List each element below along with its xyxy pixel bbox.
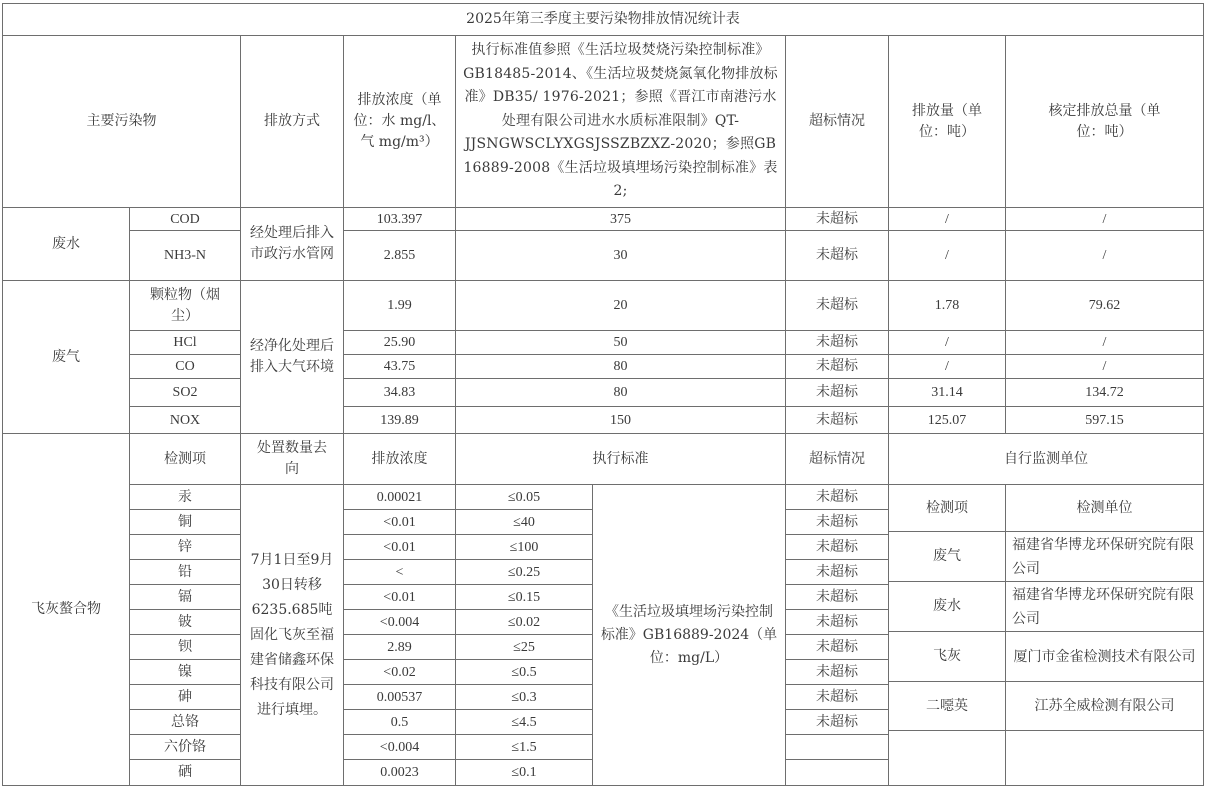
header-standard: 执行标准值参照《生活垃圾焚烧污染控制标准》GB18485-2014、《生活垃圾焚烧氮氧化物排放标准》DB35/ 1976-2021；参照《晋江市南港污水处理有限公司进水水质标准限制》QT-JJSNGWSCLYXGSJSSZBZXZ-2020；参照GB 16889-2008《生活垃圾填埋场污染控制标准》表 2; [455,35,786,208]
wastewater-standard: 375 [455,207,786,231]
exhaust-concentration: 25.90 [343,330,456,355]
flyash-item: 铅 [129,559,241,585]
flyash-header-item: 检测项 [129,433,241,485]
wastewater-amount: / [888,230,1006,281]
monitor-item: 二噁英 [888,681,1006,731]
monitor-item: 飞灰 [888,631,1006,682]
exhaust-exceed: 未超标 [785,280,889,331]
flyash-concentration: <0.01 [343,509,456,535]
flyash-exceed: 未超标 [785,659,889,685]
flyash-exceed [785,734,889,760]
flyash-item: 铍 [129,609,241,635]
flyash-header-disposal: 处置数量去向 [240,433,344,485]
header-method: 排放方式 [240,35,344,208]
flyash-header-monitor: 自行监测单位 [888,433,1204,485]
flyash-item: 砷 [129,684,241,710]
flyash-standard-note: 《生活垃圾填埋场污染控制标准》GB16889-2024（单位：mg/L） [592,484,786,786]
flyash-concentration: <0.004 [343,734,456,760]
wastewater-amount: / [888,207,1006,231]
exhaust-method: 经净化处理后排入大气环境 [240,280,344,434]
monitor-unit: 江苏全威检测有限公司 [1005,681,1204,731]
flyash-concentration: <0.004 [343,609,456,635]
wastewater-method: 经处理后排入市政污水管网 [240,207,344,281]
flyash-item: 镉 [129,584,241,610]
monitor-unit: 厦门市金雀检测技术有限公司 [1005,631,1204,682]
header-exceed: 超标情况 [785,35,889,208]
flyash-item: 汞 [129,484,241,510]
flyash-item: 铜 [129,509,241,535]
exhaust-approved: / [1005,330,1204,355]
exhaust-amount: / [888,330,1006,355]
exhaust-amount: / [888,354,1006,379]
flyash-header-exceed: 超标情况 [785,433,889,485]
flyash-exceed: 未超标 [785,559,889,585]
exhaust-concentration: 34.83 [343,378,456,407]
exhaust-concentration: 1.99 [343,280,456,331]
wastewater-exceed: 未超标 [785,230,889,281]
wastewater-item: COD [129,207,241,231]
monitor-empty-unit [1005,730,1204,786]
exhaust-amount: 125.07 [888,406,1006,434]
flyash-concentration: 2.89 [343,634,456,660]
flyash-concentration: 0.0023 [343,759,456,786]
exhaust-item: NOX [129,406,241,434]
flyash-limit: ≤0.05 [455,484,593,510]
header-concentration: 排放浓度（单位：水 mg/l、气 mg/m³） [343,35,456,208]
header-amount: 排放量（单位：吨） [888,35,1006,208]
flyash-item: 锌 [129,534,241,560]
header-approved-total: 核定排放总量（单位：吨） [1005,35,1204,208]
exhaust-exceed: 未超标 [785,330,889,355]
flyash-exceed: 未超标 [785,709,889,735]
wastewater-item: NH3-N [129,230,241,281]
flyash-limit: ≤0.3 [455,684,593,710]
exhaust-standard: 50 [455,330,786,355]
exhaust-exceed: 未超标 [785,354,889,379]
exhaust-item: 颗粒物（烟尘） [129,280,241,331]
monitor-item: 废水 [888,581,1006,632]
flyash-limit: ≤0.1 [455,759,593,786]
flyash-limit: ≤40 [455,509,593,535]
exhaust-standard: 150 [455,406,786,434]
exhaust-approved: 597.15 [1005,406,1204,434]
exhaust-amount: 1.78 [888,280,1006,331]
exhaust-approved: 79.62 [1005,280,1204,331]
flyash-concentration: <0.01 [343,584,456,610]
category-flyash: 飞灰螯合物 [2,433,130,786]
flyash-limit: ≤4.5 [455,709,593,735]
exhaust-approved: / [1005,354,1204,379]
monitor-col-unit: 检测单位 [1005,484,1204,532]
monitor-col-item: 检测项 [888,484,1006,532]
wastewater-approved: / [1005,207,1204,231]
category-exhaust: 废气 [2,280,130,434]
flyash-concentration: 0.00021 [343,484,456,510]
flyash-item: 总铬 [129,709,241,735]
flyash-limit: ≤0.5 [455,659,593,685]
flyash-limit: ≤0.15 [455,584,593,610]
exhaust-item: SO2 [129,378,241,407]
monitor-unit: 福建省华博龙环保研究院有限公司 [1005,581,1204,632]
exhaust-amount: 31.14 [888,378,1006,407]
flyash-header-concentration: 排放浓度 [343,433,456,485]
flyash-limit: ≤0.25 [455,559,593,585]
flyash-item: 钡 [129,634,241,660]
exhaust-standard: 20 [455,280,786,331]
exhaust-standard: 80 [455,378,786,407]
flyash-item: 硒 [129,759,241,786]
exhaust-exceed: 未超标 [785,406,889,434]
flyash-exceed: 未超标 [785,534,889,560]
exhaust-item: CO [129,354,241,379]
flyash-exceed: 未超标 [785,484,889,510]
flyash-exceed [785,759,889,786]
flyash-limit: ≤25 [455,634,593,660]
table-title: 2025年第三季度主要污染物排放情况统计表 [2,3,1204,36]
monitor-unit: 福建省华博龙环保研究院有限公司 [1005,531,1204,582]
flyash-exceed: 未超标 [785,609,889,635]
flyash-limit: ≤100 [455,534,593,560]
wastewater-standard: 30 [455,230,786,281]
exhaust-approved: 134.72 [1005,378,1204,407]
exhaust-standard: 80 [455,354,786,379]
monitor-empty-item [888,730,1006,786]
exhaust-exceed: 未超标 [785,378,889,407]
flyash-concentration: <0.02 [343,659,456,685]
flyash-disposal: 7月1日至9月30日转移6235.685吨固化飞灰至福建省储鑫环保科技有限公司进行填埋。 [240,484,344,786]
monitor-item: 废气 [888,531,1006,582]
wastewater-approved: / [1005,230,1204,281]
flyash-exceed: 未超标 [785,684,889,710]
category-wastewater: 废水 [2,207,130,281]
exhaust-item: HCl [129,330,241,355]
wastewater-concentration: 103.397 [343,207,456,231]
wastewater-exceed: 未超标 [785,207,889,231]
header-pollutant: 主要污染物 [2,35,241,208]
wastewater-concentration: 2.855 [343,230,456,281]
flyash-concentration: < [343,559,456,585]
flyash-exceed: 未超标 [785,584,889,610]
flyash-exceed: 未超标 [785,634,889,660]
flyash-limit: ≤0.02 [455,609,593,635]
flyash-concentration: 0.00537 [343,684,456,710]
flyash-item: 镍 [129,659,241,685]
flyash-item: 六价铬 [129,734,241,760]
flyash-concentration: <0.01 [343,534,456,560]
flyash-limit: ≤1.5 [455,734,593,760]
exhaust-concentration: 43.75 [343,354,456,379]
exhaust-concentration: 139.89 [343,406,456,434]
flyash-header-standard: 执行标准 [455,433,786,485]
flyash-exceed: 未超标 [785,509,889,535]
flyash-concentration: 0.5 [343,709,456,735]
